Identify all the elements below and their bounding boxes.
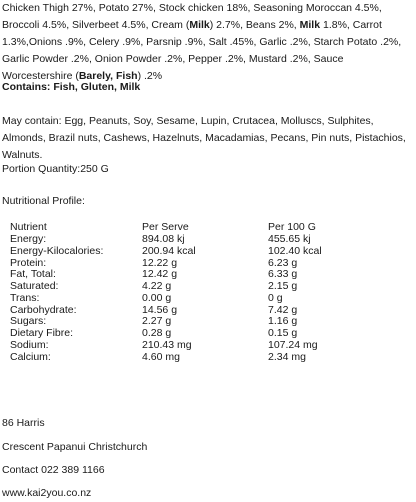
nutrient-value: 1.16 g xyxy=(268,315,298,328)
nutrition-row xyxy=(10,328,388,340)
nutrient-name: Fat, Total: xyxy=(10,268,56,281)
ingredient-text: ) 2.7%, Beans 2%, xyxy=(209,19,300,31)
nutrient-value: 0.15 g xyxy=(268,327,298,339)
ingredients-list xyxy=(2,0,412,85)
nutrient-name: Energy: xyxy=(10,233,47,245)
ingredient-text: Chicken Thigh 27%, Potato 27%, Stock chicken 18%, Seasoning Moroccan 4.5%, Broccoli 4.5%, Silverbeet 4.5%, Cream ( xyxy=(2,2,382,31)
nutrient-value: 102.40 kcal xyxy=(268,244,322,257)
address-line-2: Crescent Papanui Christchurch xyxy=(2,441,148,453)
nutrient-value: 0.28 g xyxy=(142,327,172,339)
nutrient-value: 200.94 kcal xyxy=(142,244,196,257)
nutrient-value: 4.22 g xyxy=(142,280,172,292)
nutrient-value: 4.60 mg xyxy=(142,350,180,363)
nutrient-name: Energy-Kilocalories: xyxy=(10,244,104,257)
nutrient-name: Sodium: xyxy=(10,338,49,351)
nutrient-value: 6.23 g xyxy=(268,256,298,269)
allergen-highlight: Milk xyxy=(189,19,210,31)
nutrient-value: 894.08 kj xyxy=(142,233,185,245)
nutrient-name: Sugars: xyxy=(10,315,47,328)
nutrient-name: Saturated: xyxy=(10,280,59,292)
allergen-highlight: Milk xyxy=(299,19,321,31)
nutrition-column-header: Per Serve xyxy=(142,221,189,233)
nutrient-value: 107.24 mg xyxy=(268,338,318,351)
nutrition-column-header: Nutrient xyxy=(10,221,47,233)
nutrition-row xyxy=(10,246,388,258)
nutrition-column-header: Per 100 G xyxy=(268,221,316,233)
portion-quantity: Portion Quantity:250 G xyxy=(2,163,109,175)
nutrient-value: 7.42 g xyxy=(268,303,298,316)
address-line-1: 86 Harris xyxy=(2,417,45,429)
nutrient-value: 14.56 g xyxy=(142,303,178,316)
ingredient-text: ) .2% xyxy=(137,70,163,82)
nutrient-value: 12.42 g xyxy=(142,268,178,281)
nutrient-value: 210.43 mg xyxy=(142,338,192,351)
nutrient-value: 0.00 g xyxy=(142,291,172,304)
nutrition-row xyxy=(10,340,388,352)
nutrient-name: Trans: xyxy=(10,291,40,304)
nutrition-row xyxy=(10,293,388,305)
nutrient-name: Calcium: xyxy=(10,350,51,363)
nutrient-value: 455.65 kj xyxy=(268,233,311,245)
contact-phone: Contact 022 389 1166 xyxy=(2,464,105,476)
nutrient-value: 6.33 g xyxy=(268,268,298,281)
nutrition-table xyxy=(10,221,388,363)
nutrient-name: Dietary Fibre: xyxy=(10,327,74,339)
nutrient-value: 2.34 mg xyxy=(268,350,306,363)
nutrient-value: 2.15 g xyxy=(268,280,298,292)
nutrition-row xyxy=(10,234,388,246)
nutrient-value: 0 g xyxy=(268,291,283,304)
ingredient-text: 1.8%, Carrot 1.3%,Onions .9%, Celery .9%, Parsnip .9%, Salt .45%, Garlic .2%, Starch Potato .2%, Garlic Powder .2%, Onion Powder .2%, Pepper .2%, Mustard .2%, Sauce Worcestershire ( xyxy=(2,19,402,82)
nutrition-row xyxy=(10,305,388,317)
website-text: www.kai2you.co.nz xyxy=(2,487,92,499)
nutrition-row xyxy=(10,281,388,293)
nutritional-profile-title: Nutritional Profile: xyxy=(2,195,85,207)
allergen-highlight: Barely, Fish xyxy=(78,70,138,82)
nutrient-value: 12.22 g xyxy=(142,256,178,269)
nutrient-value: 2.27 g xyxy=(142,315,172,328)
nutrition-row xyxy=(10,269,388,281)
nutrition-header-row xyxy=(10,221,388,234)
contains-allergens: Contains: Fish, Gluten, Milk xyxy=(2,81,141,93)
nutrition-row xyxy=(10,352,388,364)
may-contain-allergens: May contain: Egg, Peanuts, Soy, Sesame, Lupin, Crutacea, Molluscs, Sulphites, Almonds, Brazil nuts, Cashews, Hazelnuts, Macadamias, Pecans, Pin nuts, Pistachios, Walnuts. xyxy=(2,115,406,161)
nutrient-name: Protein: xyxy=(10,256,47,269)
nutrition-row xyxy=(10,258,388,270)
nutrient-name: Carbohydrate: xyxy=(10,303,77,316)
